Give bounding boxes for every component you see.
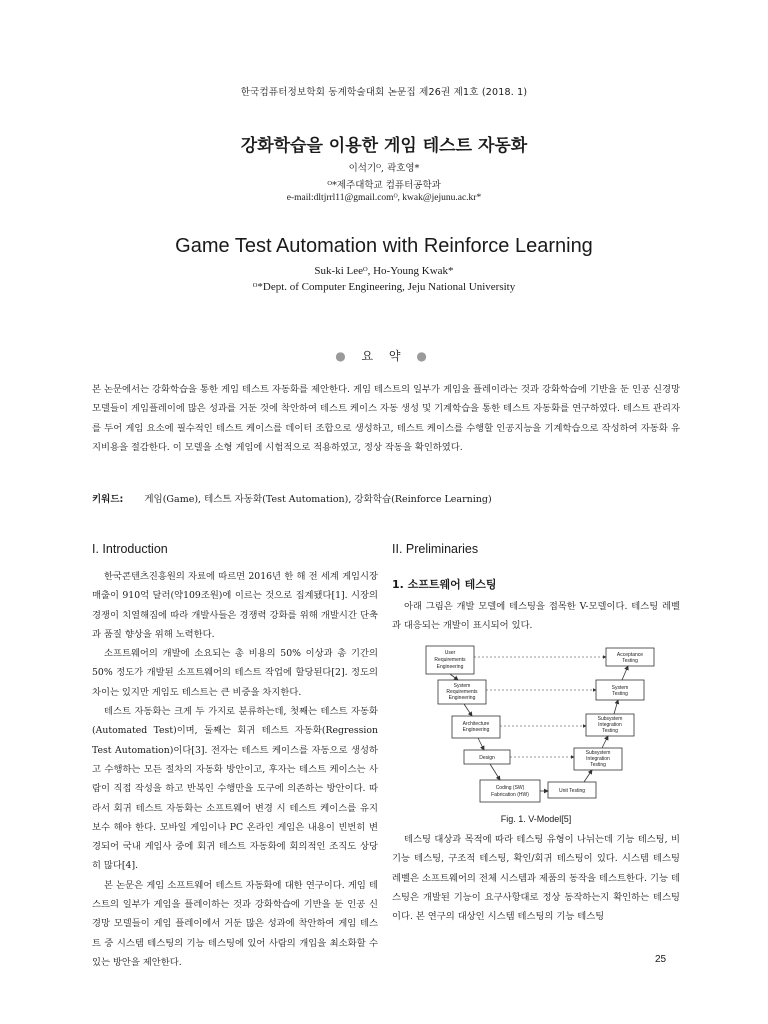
box-label: Architecture [462, 721, 490, 727]
box-label: Testing [602, 728, 618, 734]
box-label: System [453, 683, 471, 689]
paragraph: 테스팅 대상과 목적에 따라 테스팅 유형이 나뉘는데 기능 테스팅, 비기능 테스팅, 구조적 테스팅, 확인/회귀 테스팅이 있다. 시스템 테스팅 레벨은 소프트웨어의 전체 시스템과 제품의 동작을 테스트한다. 기능 테스팅은 개발된 기능이 요구사항대로 정상 동작하는지 확인하는 테스팅이다. 본 연구의 대상인 시스템 테스팅의 기능 테스팅 [392, 834, 680, 923]
paragraph: 아래 그림은 개발 모델에 테스팅을 접목한 V-모델이다. 테스팅 레벨과 대응되는 개발이 표시되어 있다. [392, 601, 680, 632]
box-label: Engineering [448, 695, 476, 701]
paragraph: 소프트웨어의 개발에 소요되는 총 비용의 50% 이상과 총 기간의 50% 정도가 개발된 소프트웨어의 테스트 작업에 할당된다[2]. 정도의 차이는 있지만 게임도 테스트는 큰 비중을 차지한다. [92, 648, 378, 698]
section-1-title: I. Introduction [92, 542, 168, 556]
box-label: Testing [622, 658, 638, 664]
v-model-figure [424, 640, 684, 812]
keywords-label: 키워드: [92, 494, 124, 505]
box-label: Integration [598, 722, 622, 728]
abstract-heading-text: 요 약 [361, 349, 407, 363]
box-label: Acceptance [616, 652, 644, 658]
keywords [92, 491, 680, 505]
paragraph: 테스트 자동화는 크게 두 가지로 분류하는데, 첫째는 테스트 자동화(Automated Test)이며, 둘째는 회귀 테스트 자동화(Regression Test Automation)이다[3]. 전자는 테스트 케이스를 자동으로 생성하고 수행하는 모든 절차의 자동화 방안이고, 후자는 테스트 케이스는 사람이 직접 작성을 하고 반복인 수행만을 도구에 의존하는 방안이다. 따라서 회귀 테스트 자동화는 소프트웨어 변경 시 테스트 케이스를 유지보수 해야 한다. 모바일 게임이나 PC 온라인 게임은 내용이 빈번히 변경되어 국내 게임사 중에 회귀 테스트 자동화에 회의적인 조직도 상당히 많다[4]. [92, 706, 378, 872]
box-label: Fabrication (HW) [491, 792, 529, 798]
page-number: 25 [655, 954, 667, 965]
box-label: Engineering [436, 664, 464, 670]
section-2-body-bottom [392, 830, 680, 926]
authors-english: Suk-ki Leeᴼ, Ho-Young Kwak* [314, 265, 454, 277]
affiliation-korean: ᴼ*제주대학교 컴퓨터공학과 [327, 180, 441, 191]
box-coding [480, 780, 540, 802]
affiliation-english: ᴼ*Dept. of Computer Engineering, Jeju National University [252, 281, 516, 293]
box-label: Unit Testing [558, 788, 586, 794]
box-label: Testing [590, 762, 606, 768]
box-label: Engineering [462, 727, 490, 733]
section-1-body [92, 567, 378, 972]
bullet-dot-icon: ● [335, 349, 352, 363]
abstract-heading [0, 347, 768, 364]
paragraph: 한국콘텐츠진흥원의 자료에 따르면 2016년 한 해 전 세계 게임시장 매출이 910억 달러(약109조원)에 이르는 것으로 집계됐다[1]. 시장의 경쟁이 치열해짐에 따라 개발사들은 경쟁력 강화를 위해 개발시간 단축과 품질 향상을 위해 노력한다. [92, 571, 378, 640]
box-label: Subsystem [597, 716, 623, 722]
figure-caption: Fig. 1. V-Model[5] [500, 814, 572, 824]
abstract-body: 본 논문에서는 강화학습을 통한 게임 테스트 자동화를 제안한다. 게임 테스트의 일부가 게임을 플레이라는 것과 강화학습에 기반을 둔 인공 신경망 모델들이 게임플레이에 많은 성과를 거둔 것에 착안하여 테스트 케이스 자동 생성 및 기계학습을 통한 테스트 자동화를 연구하였다. 테스트 관리자를 두어 게임 요소에 필수적인 테스트 케이스를 데이터 조합으로 생성하고, 테스트 케이스를 수행할 인공지능을 기계학습으로 작성하여 자동화 유지비용을 절감한다. 이 모델을 소형 게임에 시험적으로 적용하였고, 정상 작동을 확인하였다. [92, 384, 680, 453]
author-emails: e-mail:dltjrrl11@gmail.comᴼ, kwak@jejunu.ac.kr* [286, 193, 482, 203]
keywords-text: 게임(Game), 테스트 자동화(Test Automation), 강화학습(Reinforce Learning) [144, 494, 492, 505]
title-korean: 강화학습을 이용한 게임 테스트 자동화 [240, 136, 528, 156]
box-label: Requirements [434, 657, 466, 663]
box-label: Subsystem [585, 750, 611, 756]
box-label: User [444, 650, 456, 656]
journal-header: 한국컴퓨터정보학회 동계학술대회 논문집 제26권 제1호 (2018. 1) [240, 87, 528, 98]
subsection-title: 1. 소프트웨어 테스팅 [392, 578, 497, 591]
box-label: Design [479, 755, 495, 761]
section-2-body-top [392, 597, 680, 636]
bullet-dot-icon: ● [416, 349, 433, 363]
box-label: Integration [586, 756, 610, 762]
paragraph: 본 논문은 게임 소프트웨어 테스트 자동화에 대한 연구이다. 게임 테스트의 일부가 게임을 플레이하는 것과 강화학습에 기반을 둔 인공 신경망 모델들이 게임 플레이에서 거둔 많은 성과에 착안하여 게임 테스트 중 시스템 테스팅의 기능 테스팅에 있어 사람의 개입을 최소화할 수 있는 방안을 제안한다. [92, 879, 378, 968]
box-label: Requirements [446, 689, 478, 695]
box-label: System [611, 685, 629, 691]
box-label: Coding (SW) [495, 785, 525, 791]
box-label: Testing [612, 691, 628, 697]
title-english: Game Test Automation with Reinforce Learning [175, 235, 593, 257]
section-2-title: II. Preliminaries [392, 542, 479, 556]
authors-korean: 이석기ᴼ, 곽호영* [348, 163, 420, 174]
